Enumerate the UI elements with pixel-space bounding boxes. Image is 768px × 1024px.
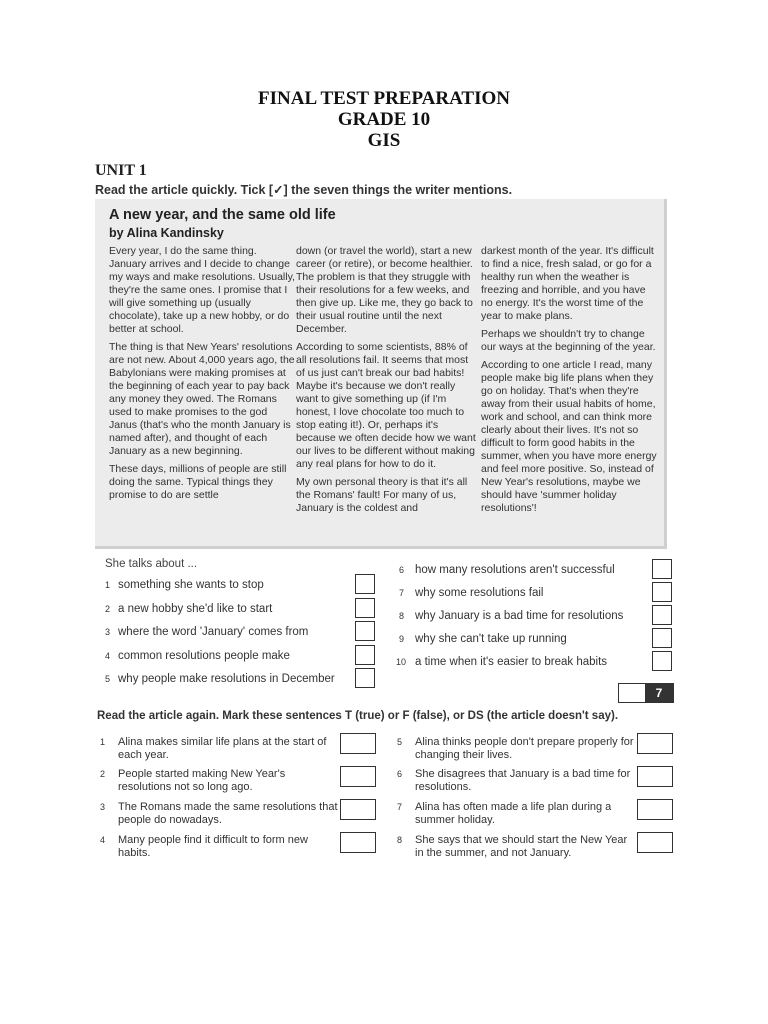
item-text: Many people find it difficult to form new habits. [118,834,308,859]
checklist-item [105,650,290,662]
score-total: 7 [645,684,673,702]
checklist-item [396,656,607,668]
article-paragraph: According to some scientists, 88% of all resolutions fail. It seems that most of us just can't break our bad habits! Maybe it's because we don't really want to give something up (if I'm honest, I love chocolate too much to stop eating it!). Or, perhaps it's because we often decide how we want our lives to be different without making any real plans for how to do it. [296,341,476,470]
article-paragraph: The thing is that New Years' resolutions are not new. About 4,000 years ago, the Babylonians were making promises at the beginning of each year to pay back any money they owed. The Romans used to make promises to the god Janus (that's who the month January is named after), and thought of each January as a new beginning. [109,341,295,457]
grade-label: GRADE 10 [337,109,431,130]
item-number: 4 [105,651,111,661]
answer-box[interactable] [637,733,673,754]
article-paragraph: darkest month of the year. It's difficult to find a nice, fresh salad, or go for a healthy run when the weather is freezing and horrible, and you have no energy. It's the worst time of the year to make plans. [481,245,654,322]
answer-box[interactable] [637,832,673,853]
article-column-3 [481,245,659,520]
answer-box[interactable] [340,766,376,787]
item-text: a new hobby she'd like to start [118,603,273,615]
item-text: She says that we should start the New Year in the summer, and not January. [415,834,628,859]
item-number: 2 [100,769,106,779]
item-text: why she can't take up running [415,633,567,645]
item-number: 8 [397,835,403,845]
checklist-item [105,626,308,638]
answer-box[interactable] [340,799,376,820]
item-text: a time when it's easier to break habits [415,656,608,668]
answer-box[interactable] [340,832,376,853]
tick-box[interactable] [355,574,375,594]
item-number: 4 [100,835,106,845]
article-paragraph: My own personal theory is that it's all the Romans' fault! For many of us, January is the coldest and [296,476,468,514]
item-text: how many resolutions aren't successful [415,564,615,576]
checklist-item [399,587,543,599]
tick-box[interactable] [652,559,672,579]
article-panel [95,199,667,549]
item-text: why January is a bad time for resolutions [415,610,624,622]
checklist-item [105,673,335,685]
item-number: 6 [397,769,403,779]
score-box [618,683,674,703]
item-text: common resolutions people make [118,650,290,662]
answer-box[interactable] [340,733,376,754]
article-paragraph: Every year, I do the same thing. January arrives and I decide to change my ways and make resolutions. Usually, they're the same ones. I promise that I will give something up (usually chocolate), take up a new hobby, or do better at school. [109,245,295,335]
article-title: A new year, and the same old life [109,207,336,223]
item-text: Alina makes similar life plans at the start of each year. [118,736,327,761]
instruction-true-false: Read the article again. Mark these sentences T (true) or F (false), or DS (the article doesn't say). [97,710,619,722]
checklist-item [105,603,272,615]
answer-box[interactable] [637,799,673,820]
item-text: She disagrees that January is a bad time for resolutions. [415,768,631,793]
tick-box[interactable] [355,621,375,641]
item-number: 10 [396,657,407,667]
item-number: 7 [397,802,403,812]
document-title: FINAL TEST PREPARATION [258,88,510,109]
document-header [0,88,768,151]
item-number: 9 [399,634,405,644]
item-text: People started making New Year's resolutions not so long ago. [118,768,286,793]
school-label: GIS [367,130,401,151]
item-text: why some resolutions fail [415,587,544,599]
checklist-item [399,564,615,576]
article-author: by Alina Kandinsky [109,226,224,240]
item-number: 5 [397,737,403,747]
item-number: 1 [105,580,111,590]
instruction-tick: Read the article quickly. Tick [✓] the seven things the writer mentions. [95,183,513,197]
item-number: 8 [399,611,405,621]
tick-box[interactable] [355,645,375,665]
tick-box[interactable] [355,668,375,688]
article-column-2 [296,245,476,520]
tick-box[interactable] [652,651,672,671]
item-number: 3 [105,627,111,637]
item-text: where the word 'January' comes from [118,626,309,638]
tick-box[interactable] [652,605,672,625]
item-number: 3 [100,802,106,812]
checklist-item [399,610,623,622]
article-column-1 [109,245,295,507]
answer-box[interactable] [637,766,673,787]
article-paragraph: Perhaps we shouldn't try to change our ways at the beginning of the year. [481,328,656,353]
tick-box[interactable] [355,598,375,618]
item-text: Alina has often made a life plan during a summer holiday. [415,801,612,826]
item-number: 1 [100,737,106,747]
checklist-item [399,633,567,645]
item-number: 6 [399,565,405,575]
item-number: 2 [105,604,111,614]
article-paragraph: According to one article I read, many people make big life plans when they go on holiday. That's when they're away from their usual habits of home, work and school, and can think more clearly about their lives. It's not so difficult to form good habits in the summer, when you have more energy and feel more positive. So, instead of New Year's resolutions, maybe we should have 'summer holiday resolutions'! [481,359,657,514]
item-number: 5 [105,674,111,684]
tick-box[interactable] [652,582,672,602]
article-paragraph: down (or travel the world), start a new career (or retire), or become healthier. The problem is that they struggle with their resolutions for a few weeks, and then give up. Like me, they go back to their usual routine until the next December. [296,245,473,335]
item-text: something she wants to stop [118,579,264,591]
unit-label: UNIT 1 [95,162,147,179]
item-number: 7 [399,588,405,598]
talks-about-label: She talks about ... [105,558,198,570]
checklist-item [105,579,264,591]
tick-box[interactable] [652,628,672,648]
article-paragraph: These days, millions of people are still doing the same. Typical things they promise to do are settle [109,463,287,501]
item-text: The Romans made the same resolutions that people do nowadays. [118,801,338,826]
item-text: why people make resolutions in December [118,673,335,685]
item-text: Alina thinks people don't prepare properly for changing their lives. [415,736,634,761]
